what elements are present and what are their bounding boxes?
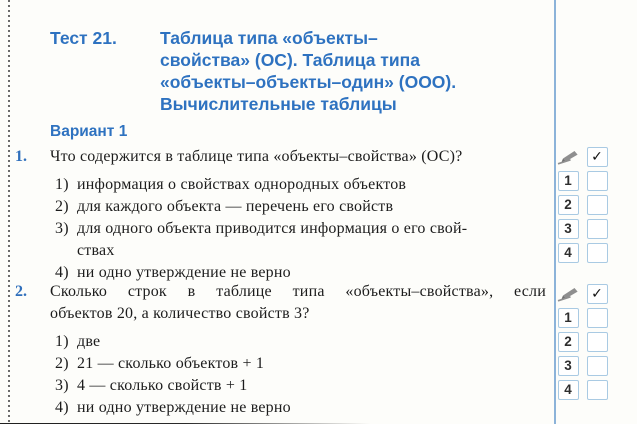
option-marker: 4): [55, 264, 69, 281]
question-2-number: 2.: [15, 283, 27, 300]
check-icon: ✓: [591, 148, 603, 165]
answer-label-box-4: [558, 380, 579, 400]
option-text: 21 — сколько объектов + 1: [77, 355, 265, 372]
test-title-line: «объекты–объекты–один» (ООО).: [160, 72, 457, 92]
test-number-label: Тест 21.: [50, 28, 117, 48]
option-marker: 1): [55, 333, 69, 350]
question-1-number: 1.: [15, 148, 27, 165]
answer-label: 4: [564, 245, 572, 260]
option-text: ни одно утверждение не верно: [77, 264, 291, 281]
option-text-line: ствах: [77, 242, 115, 259]
answer-checkbox-2[interactable]: [587, 332, 608, 352]
answer-label: 1: [564, 310, 572, 325]
option-item: [55, 353, 546, 375]
pencil-icon: [556, 283, 580, 304]
answer-label-box-3: [558, 356, 579, 376]
answer-checkbox-3[interactable]: [587, 219, 608, 239]
option-marker: 3): [55, 377, 69, 394]
check-sample-box: [587, 284, 608, 304]
answer-checkbox-1[interactable]: [587, 171, 608, 191]
option-item: [55, 218, 546, 262]
option-item: [55, 331, 546, 353]
answer-label: 2: [564, 197, 572, 212]
option-marker: 1): [55, 176, 69, 193]
option-marker: 3): [55, 220, 69, 237]
check-sample-box: [587, 147, 608, 167]
answer-label: 4: [564, 382, 572, 397]
answer-grid-question-2: [556, 283, 609, 400]
option-marker: 2): [55, 198, 69, 215]
answer-label-box-1: [558, 308, 579, 328]
test-title: [160, 27, 550, 115]
option-item: [55, 174, 546, 196]
answer-checkbox-3[interactable]: [587, 356, 608, 376]
question-2: [15, 281, 546, 419]
option-text: ни одно утверждение не верно: [77, 399, 291, 416]
question-text-line: объектов 20, а количество свойств 3?: [50, 305, 310, 322]
page-margin-dotted-line: [8, 0, 10, 424]
answer-label: 3: [564, 358, 572, 373]
option-item: [55, 196, 546, 218]
answer-checkbox-2[interactable]: [587, 195, 608, 215]
answer-label: 2: [564, 334, 572, 349]
answer-checkbox-4[interactable]: [587, 243, 608, 263]
test-title-line: свойства» (ОС). Таблица типа: [160, 50, 420, 70]
answer-label-box-2: [558, 195, 579, 215]
option-text: [77, 218, 467, 262]
answer-grid-question-1: [556, 146, 609, 263]
option-text: информация о свойствах однородных объектов: [77, 176, 407, 193]
answer-label: 3: [564, 221, 572, 236]
pencil-icon: [556, 146, 580, 167]
option-text: две: [77, 333, 101, 350]
question-1-options: [55, 174, 546, 284]
option-marker: 2): [55, 355, 69, 372]
variant-label: Вариант 1: [50, 123, 128, 140]
option-text-line: для одного объекта приводится информация о его свой-: [77, 220, 468, 237]
question-2-options: [55, 331, 546, 419]
option-item: [55, 397, 546, 419]
test-header: [50, 27, 550, 115]
option-marker: 4): [55, 399, 69, 416]
test-title-line: Вычислительные таблицы: [160, 94, 397, 114]
answer-checkbox-4[interactable]: [587, 380, 608, 400]
question-text-line: Сколько строк в таблице типа «объекты–свойства», если: [50, 283, 546, 300]
answer-label-box-4: [558, 243, 579, 263]
option-text: 4 — сколько свойств + 1: [77, 377, 248, 394]
check-icon: ✓: [591, 285, 603, 302]
answer-label-box-3: [558, 219, 579, 239]
answer-label-box-2: [558, 332, 579, 352]
test-title-line: Таблица типа «объекты–: [160, 28, 378, 48]
answer-checkbox-1[interactable]: [587, 308, 608, 328]
answer-label-box-1: [558, 171, 579, 191]
answer-label: 1: [564, 173, 572, 188]
option-item: [55, 375, 546, 397]
question-1: [15, 146, 546, 284]
question-2-text: [50, 281, 546, 325]
question-1-text: Что содержится в таблице типа «объекты–свойства» (ОС)?: [50, 148, 463, 165]
option-text: для каждого объекта — перечень его свойств: [77, 198, 394, 215]
